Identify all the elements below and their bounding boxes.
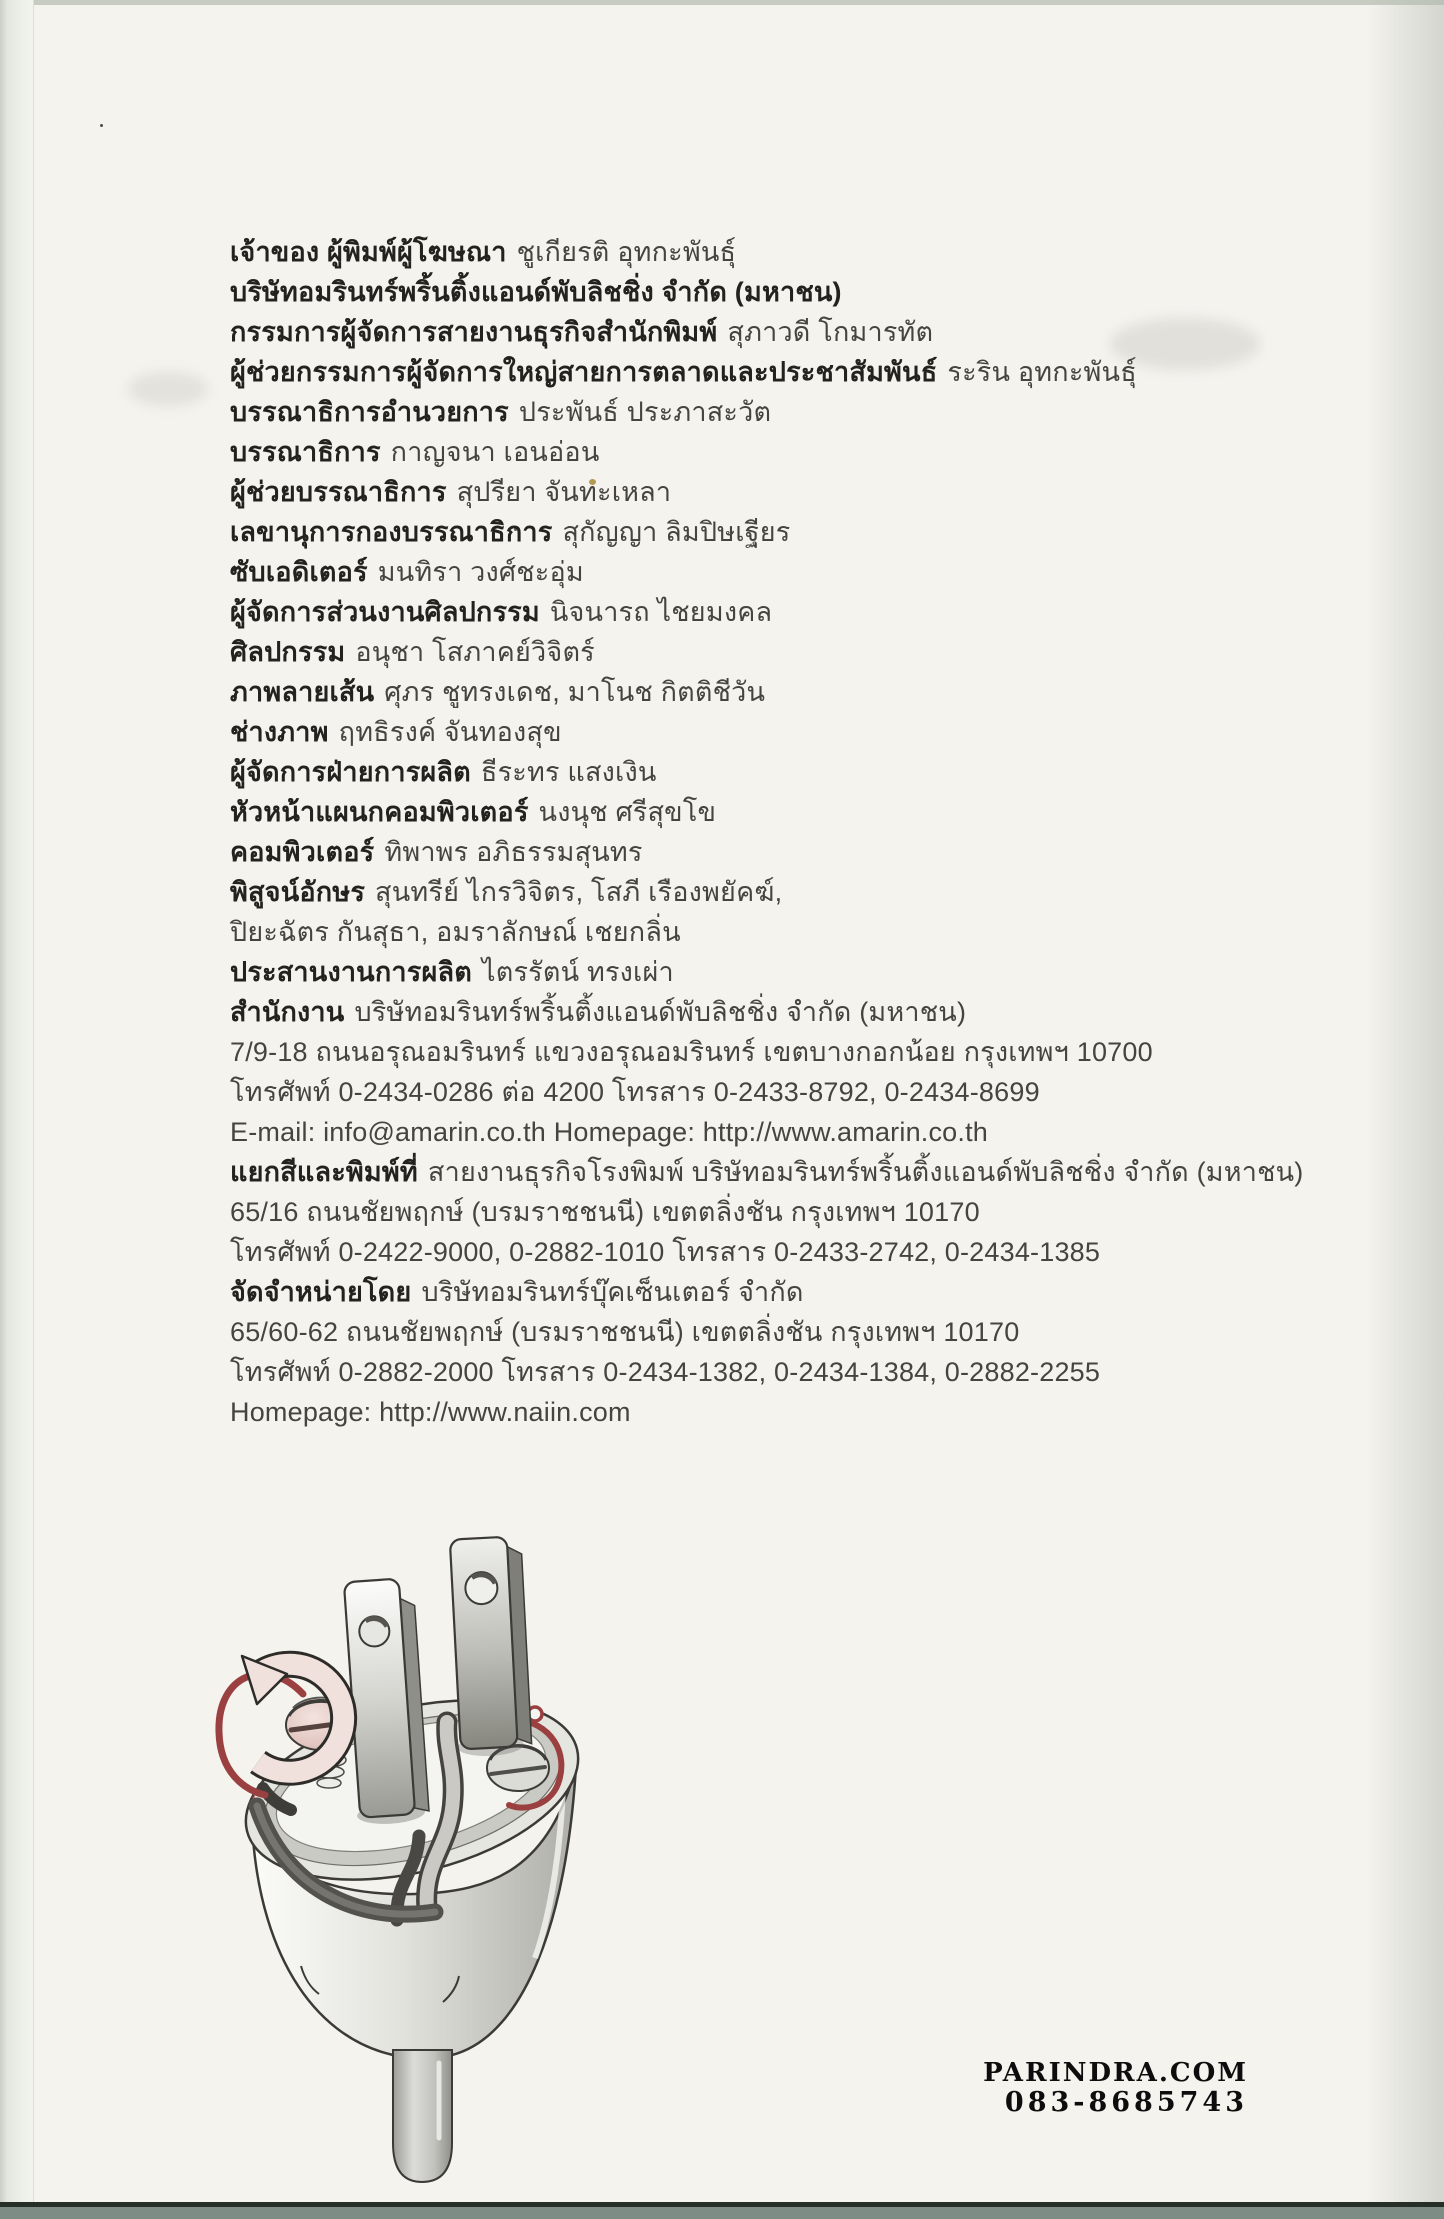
colophon-line [230, 352, 1220, 392]
role-value: สายงานธุรกิจโรงพิมพ์ บริษัทอมรินทร์พริ้นติ้งแอนด์พับลิชชิ่ง จำกัด (มหาชน) [427, 1157, 1304, 1187]
colophon-line [230, 1232, 1220, 1272]
role-value: โทรศัพท์ 0-2882-2000 โทรสาร 0-2434-1382, 0-2434-1384, 0-2882-2255 [230, 1357, 1101, 1387]
page-binding-edge [0, 0, 34, 2207]
colophon-line [230, 792, 1220, 832]
role-label: ประสานงานการผลิต [230, 957, 472, 987]
role-value: ระริน อุทกะพันธุ์ [947, 357, 1137, 387]
role-value: โทรศัพท์ 0-2422-9000, 0-2882-1010 โทรสาร 0-2433-2742, 0-2434-1385 [230, 1237, 1101, 1267]
colophon-line [230, 432, 1220, 472]
role-value: E-mail: info@amarin.co.th Homepage: http://www.amarin.co.th [230, 1117, 989, 1147]
role-value: 7/9-18 ถนนอรุณอมรินทร์ แขวงอรุณอมรินทร์ เขตบางกอกน้อย กรุงเทพฯ 10700 [230, 1037, 1153, 1067]
colophon-text-block [230, 232, 1304, 1432]
role-value: มนทิรา วงศ์ชะอุ่ม [377, 557, 584, 587]
colophon-line [230, 1192, 1220, 1232]
role-label: ศิลปกรรม [230, 637, 346, 667]
role-label: เลขานุการกองบรรณาธิการ [230, 517, 553, 547]
colophon-line [230, 1112, 1220, 1152]
colophon-line [230, 1312, 1220, 1352]
colophon-line [230, 512, 1220, 552]
role-value: บริษัทอมรินทร์พริ้นติ้งแอนด์พับลิชชิ่ง จำกัด (มหาชน) [354, 997, 967, 1027]
colophon-line [230, 232, 1220, 272]
colophon-line [230, 592, 1220, 632]
colophon-line [230, 1272, 1220, 1312]
role-value: บริษัทอมรินทร์บุ๊คเซ็นเตอร์ จำกัด [421, 1277, 804, 1307]
colophon-line [230, 1032, 1220, 1072]
role-label: กรรมการผู้จัดการสายงานธุรกิจสำนักพิมพ์ [230, 317, 718, 347]
page-right-shadow [1366, 0, 1444, 2207]
role-label: ผู้ช่วยกรรมการผู้จัดการใหญ่สายการตลาดและประชาสัมพันธ์ [230, 357, 938, 387]
role-value: ชูเกียรติ อุทกะพันธุ์ [516, 237, 737, 267]
role-value: ประพันธ์ ประภาสะวัต [518, 397, 772, 427]
role-label: คอมพิวเตอร์ [230, 837, 375, 867]
colophon-line [230, 712, 1220, 752]
role-label: สำนักงาน [230, 997, 345, 1027]
role-value: ปิยะฉัตร กันสุธา, อมราลักษณ์ เชยกลิ่น [230, 917, 681, 947]
scan-blotch [128, 372, 208, 406]
role-value: สุกัญญา ลิมปิษเฐียร [562, 517, 791, 547]
role-value: สุปรียา จันทะเหลา [456, 477, 672, 507]
colophon-line [230, 912, 1220, 952]
scan-speck [100, 124, 103, 127]
role-value: 65/16 ถนนชัยพฤกษ์ (บรมราชชนนี) เขตตลิ่งชัน กรุงเทพฯ 10170 [230, 1197, 980, 1227]
page-top-edge [0, 0, 1444, 5]
role-value: ทิพาพร อภิธรรมสุนทร [384, 837, 643, 867]
role-value: ฤทธิรงค์ จันทองสุข [338, 717, 562, 747]
colophon-line [230, 1392, 1220, 1432]
role-value: โทรศัพท์ 0-2434-0286 ต่อ 4200 โทรสาร 0-2433-8792, 0-2434-8699 [230, 1077, 1040, 1107]
role-label: หัวหน้าแผนกคอมพิวเตอร์ [230, 797, 529, 827]
role-value: สุภาวดี โกมารทัต [727, 317, 934, 347]
prong-right [447, 1536, 532, 1758]
role-label: ผู้ช่วยบรรณาธิการ [230, 477, 447, 507]
colophon-line [230, 992, 1220, 1032]
watermark [983, 2058, 1248, 2118]
watermark-site: PARINDRA.COM [983, 2058, 1248, 2088]
role-value: กาญจนา เอนอ่อน [390, 437, 600, 467]
role-label: ซับเอดิเตอร์ [230, 557, 368, 587]
colophon-line [230, 472, 1220, 512]
cord-grip [393, 2050, 452, 2182]
role-value: สุนทรีย์ ไกรวิจิตร, โสภี เรืองพยัคฆ์, [375, 877, 783, 907]
role-value: ไตรรัตน์ ทรงเผ่า [481, 957, 674, 987]
role-label: บริษัทอมรินทร์พริ้นติ้งแอนด์พับลิชชิ่ง จำกัด (มหาชน) [230, 277, 842, 307]
colophon-line [230, 1152, 1304, 1192]
role-value: นงนุช ศรีสุขโข [538, 797, 717, 827]
colophon-line [230, 1352, 1220, 1392]
role-label: จัดจำหน่ายโดย [230, 1277, 412, 1307]
colophon-line [230, 832, 1220, 872]
watermark-phone: 083-8685743 [1004, 2087, 1248, 2118]
role-label: ภาพลายเส้น [230, 677, 375, 707]
colophon-line [230, 272, 1220, 312]
colophon-line [230, 752, 1220, 792]
colophon-line [230, 552, 1220, 592]
role-label: ช่างภาพ [230, 717, 329, 747]
role-label: เจ้าของ ผู้พิมพ์ผู้โฆษณา [230, 237, 507, 267]
plug-wiring-illustration [105, 1488, 595, 2203]
role-label: บรรณาธิการ [230, 437, 381, 467]
colophon-line [230, 672, 1220, 712]
colophon-line [230, 392, 1220, 432]
role-label: บรรณาธิการอำนวยการ [230, 397, 509, 427]
role-value: นิจนารถ ไชยมงคล [549, 597, 773, 627]
colophon-line [230, 952, 1220, 992]
role-label: แยกสีและพิมพ์ที่ [230, 1157, 418, 1187]
role-label: พิสูจน์อักษร [230, 877, 366, 907]
colophon-line [230, 872, 1220, 912]
colophon-line [230, 632, 1220, 672]
role-value: 65/60-62 ถนนชัยพฤกษ์ (บรมราชชนนี) เขตตลิ่งชัน กรุงเทพฯ 10170 [230, 1317, 1020, 1347]
page-bottom-edge [0, 2202, 1444, 2219]
role-value: อนุชา โสภาคย์วิจิตร์ [355, 637, 595, 667]
role-value: Homepage: http://www.naiin.com [230, 1397, 631, 1427]
role-label: ผู้จัดการส่วนงานศิลปกรรม [230, 597, 540, 627]
colophon-line [230, 312, 1220, 352]
role-value: ธีระทร แสงเงิน [480, 757, 657, 787]
colophon-line [230, 1072, 1220, 1112]
role-value: ศุภร ชูทรงเดช, มาโนช กิตติชีวัน [384, 677, 766, 707]
role-label: ผู้จัดการฝ่ายการผลิต [230, 757, 471, 787]
